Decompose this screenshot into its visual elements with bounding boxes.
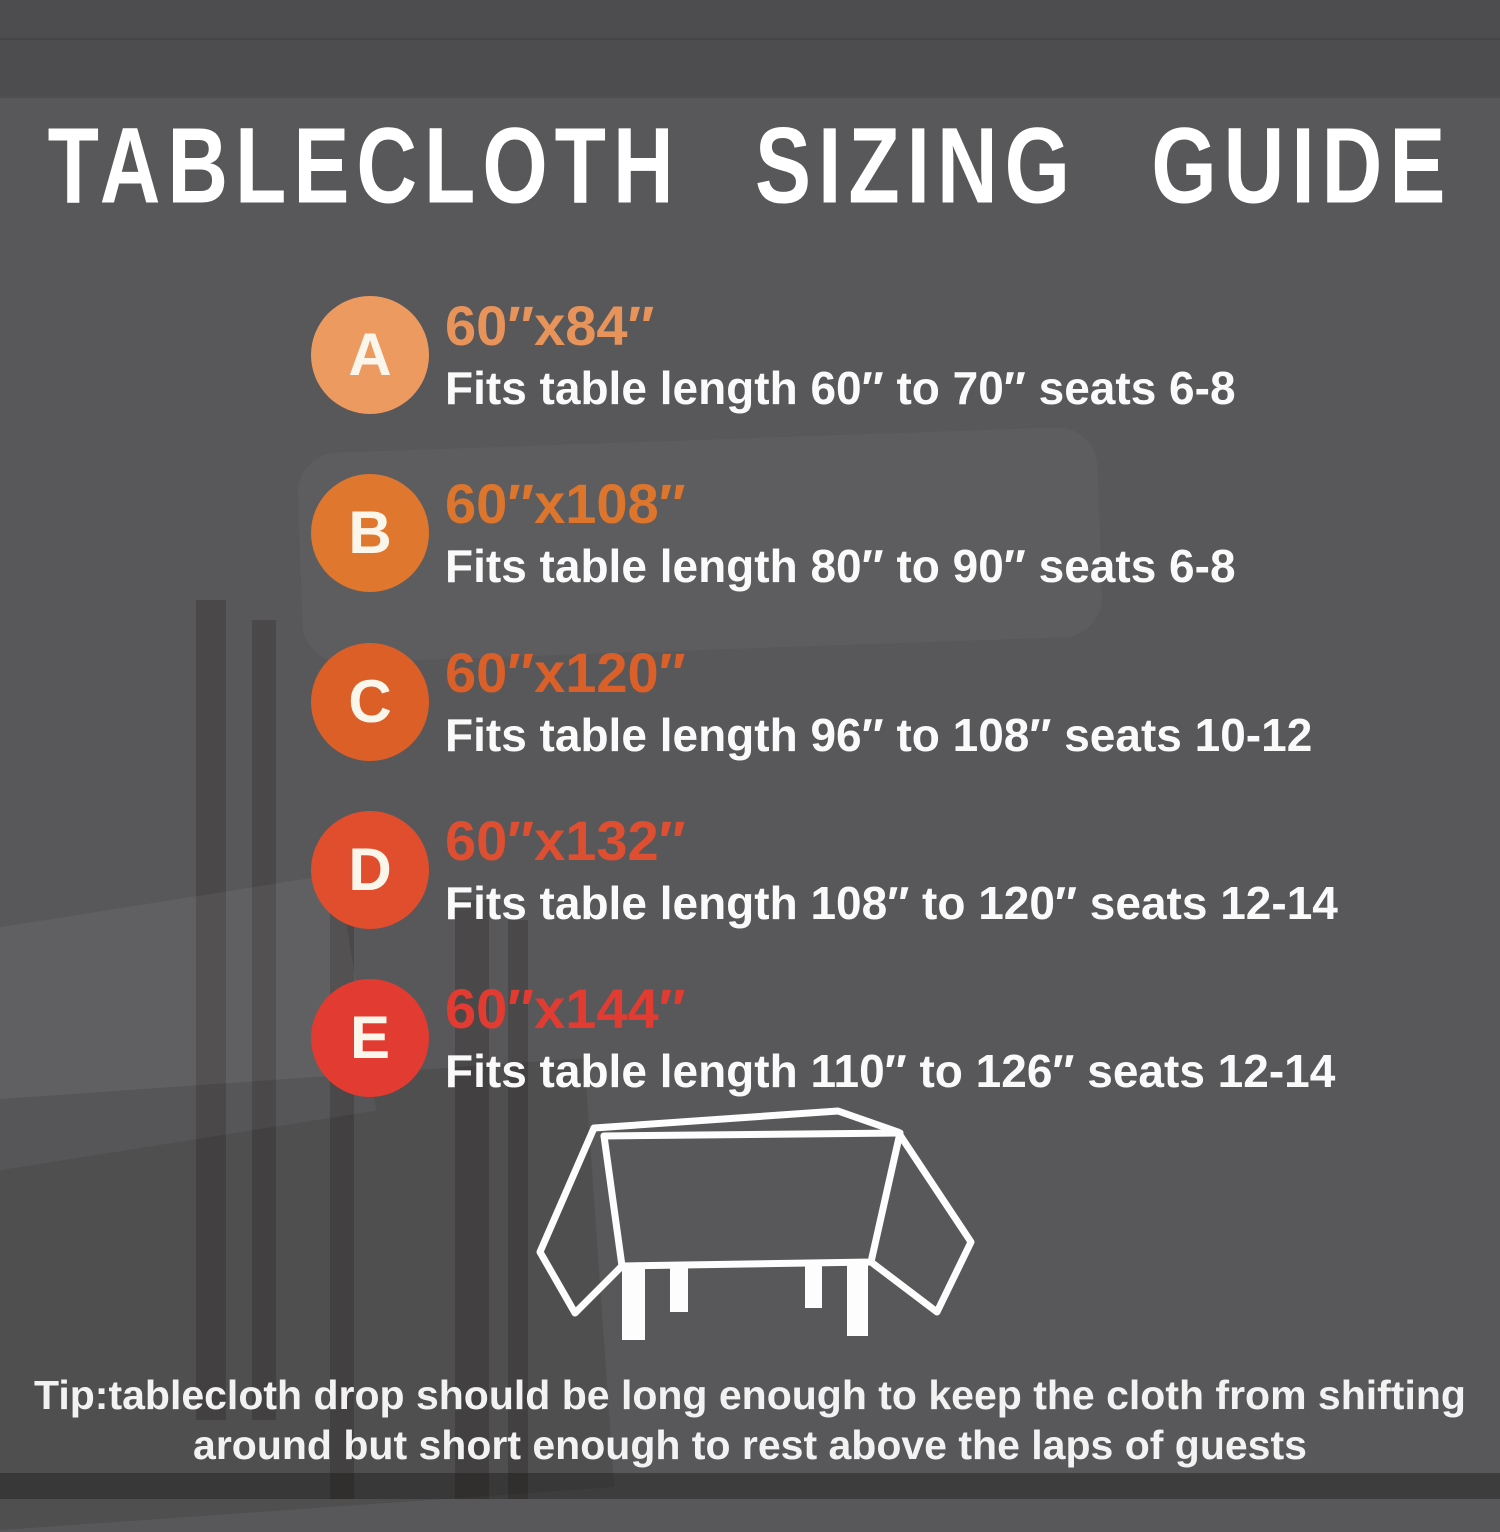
size-label: 60″x84″ bbox=[445, 294, 655, 358]
size-label: 60″x120″ bbox=[445, 641, 686, 705]
size-badge-a bbox=[311, 296, 429, 414]
size-row-e bbox=[311, 979, 1335, 1097]
size-row-d bbox=[311, 811, 1338, 929]
size-badge-d bbox=[311, 811, 429, 929]
size-row-a bbox=[311, 296, 1236, 414]
background-panel-line bbox=[0, 96, 1500, 98]
size-label: 60″x132″ bbox=[445, 809, 686, 873]
tablecloth-table-diagram bbox=[518, 1106, 998, 1366]
badge-letter: D bbox=[348, 836, 392, 903]
badge-letter: C bbox=[348, 668, 392, 735]
size-row-b bbox=[311, 474, 1236, 592]
size-description: Fits table length 80″ to 90″ seats 6-8 bbox=[445, 540, 1236, 593]
tip-line-2: around but short enough to rest above the laps of guests bbox=[193, 1422, 1307, 1469]
badge-letter: A bbox=[348, 321, 392, 388]
size-description: Fits table length 96″ to 108″ seats 10-12 bbox=[445, 709, 1313, 762]
size-description: Fits table length 108″ to 120″ seats 12-14 bbox=[445, 877, 1338, 930]
tip-line-1: Tip:tablecloth drop should be long enough to keep the cloth from shifting bbox=[34, 1372, 1466, 1418]
size-badge-c bbox=[311, 643, 429, 761]
size-badge-b bbox=[311, 474, 429, 592]
page-title: TABLECLOTH SIZING GUIDE bbox=[47, 105, 1453, 226]
size-label: 60″x108″ bbox=[445, 472, 686, 536]
background-floor-band bbox=[0, 1473, 1500, 1499]
size-row-c bbox=[311, 643, 1312, 761]
size-badge-e bbox=[311, 979, 429, 1097]
background-chair-slat bbox=[252, 620, 276, 1420]
size-description: Fits table length 60″ to 70″ seats 6-8 bbox=[445, 362, 1236, 415]
background-wall-band bbox=[0, 0, 1500, 96]
background-chair-slat bbox=[196, 600, 226, 1420]
badge-letter: B bbox=[348, 499, 392, 566]
badge-letter: E bbox=[349, 1004, 391, 1071]
tip-text bbox=[0, 1370, 1500, 1470]
size-description: Fits table length 110″ to 126″ seats 12-14 bbox=[445, 1045, 1336, 1098]
table-legs bbox=[622, 1260, 868, 1340]
size-label: 60″x144″ bbox=[445, 977, 686, 1041]
background-panel-line bbox=[0, 38, 1500, 40]
